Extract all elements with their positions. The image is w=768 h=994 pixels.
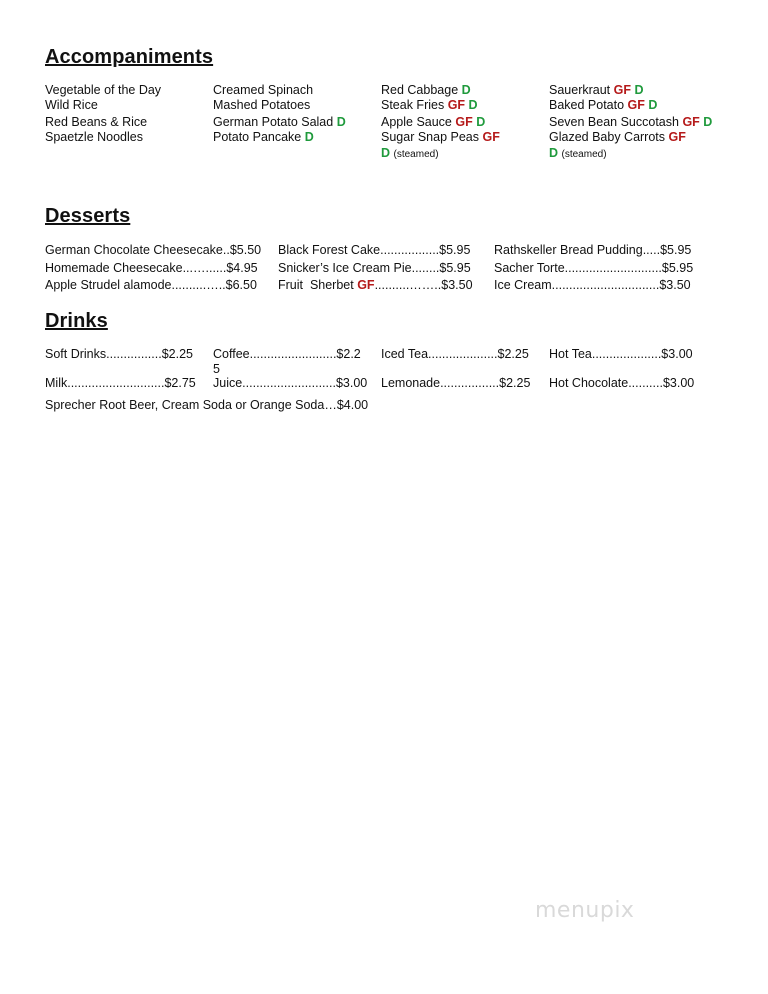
menu-item: Juice...........................$3.00 [213,376,368,390]
item-name: Glazed Baby Carrots [549,130,666,144]
dairy-tag: D [304,130,314,144]
gluten-free-tag: GF [455,115,473,129]
menu-item [381,83,471,98]
item-name: Fruit Sherbet [278,278,358,292]
menu-item [549,130,686,145]
item-name: Potato Pancake [213,130,302,144]
desserts-heading: Desserts [45,205,131,227]
dairy-tag: D [703,115,713,129]
menu-item: Apple Strudel alamode..........…..$6.50 [45,278,257,292]
item-name: Seven Bean Succotash [549,115,679,129]
menu-item [549,83,644,98]
menu-item: Hot Tea....................$3.00 [549,347,693,361]
dairy-tag: D [549,146,559,160]
gluten-free-tag: GF [668,130,686,144]
gluten-free-tag: GF [682,115,700,129]
menu-item: Lemonade.................$2.25 [381,376,531,390]
dairy-tag: D [634,83,644,97]
item-name: Sugar Snap Peas [381,130,479,144]
item-name: Baked Potato [549,98,625,112]
menu-item-continued [549,146,607,162]
menu-item: Ice Cream...............................$3.50 [494,278,691,292]
item-name: Apple Sauce [381,115,452,129]
menu-item: Wild Rice [45,98,98,112]
menu-item: Black Forest Cake.................$5.95 [278,243,471,257]
menu-item [381,115,485,130]
gluten-free-tag: GF [447,98,466,112]
menu-item [549,98,657,113]
gluten-free-tag: GF [627,98,645,112]
gluten-free-tag: GF [482,130,500,144]
menu-item [213,115,346,130]
menu-item: Hot Chocolate..........$3.00 [549,376,695,390]
dairy-tag: D [461,83,471,97]
item-price: ..........……..$3.50 [374,278,473,292]
menu-item: Sacher Torte............................$5.95 [494,261,694,275]
dairy-tag: D [476,115,486,129]
accompaniments-heading: Accompaniments [45,46,214,68]
steamed-note: (steamed) [561,149,607,160]
menu-item: Snicker’s Ice Cream Pie........$5.95 [278,261,471,275]
watermark-logo: menupix [535,898,635,923]
dairy-tag: D [468,98,478,112]
menu-item: Rathskeller Bread Pudding.....$5.95 [494,243,692,257]
menu-item: Mashed Potatoes [213,98,311,112]
menu-item [381,98,478,113]
dairy-tag: D [648,98,658,112]
menu-item: Sprecher Root Beer, Cream Soda or Orange Soda…$4.00 [45,398,369,412]
item-name: Sauerkraut [549,83,611,97]
menu-item: Milk............................$2.75 [45,376,196,390]
gluten-free-tag: GF [357,278,375,292]
dairy-tag: D [336,115,346,129]
item-name: German Potato Salad [213,115,334,129]
menu-item [213,130,314,145]
menu-item-continued [381,146,439,162]
menu-item: Homemade Cheesecake...…......$4.95 [45,261,258,275]
menu-item [549,115,712,130]
item-name: Red Cabbage [381,83,459,97]
menu-item [278,278,473,293]
menu-item: Iced Tea....................$2.25 [381,347,529,361]
menu-item [381,130,500,145]
drinks-heading: Drinks [45,310,108,332]
item-name: Steak Fries [381,98,445,112]
menu-item: Soft Drinks................$2.25 [45,347,193,361]
menu-item: Creamed Spinach [213,83,314,97]
menu-item: Coffee.........................$2.25 [213,347,361,376]
steamed-note: (steamed) [393,149,439,160]
menu-item: Spaetzle Noodles [45,130,143,144]
menu-item: Vegetable of the Day [45,83,162,97]
dairy-tag: D [381,146,391,160]
gluten-free-tag: GF [613,83,631,97]
menu-item: German Chocolate Cheesecake..$5.50 [45,243,262,257]
menu-item: Red Beans & Rice [45,115,148,129]
